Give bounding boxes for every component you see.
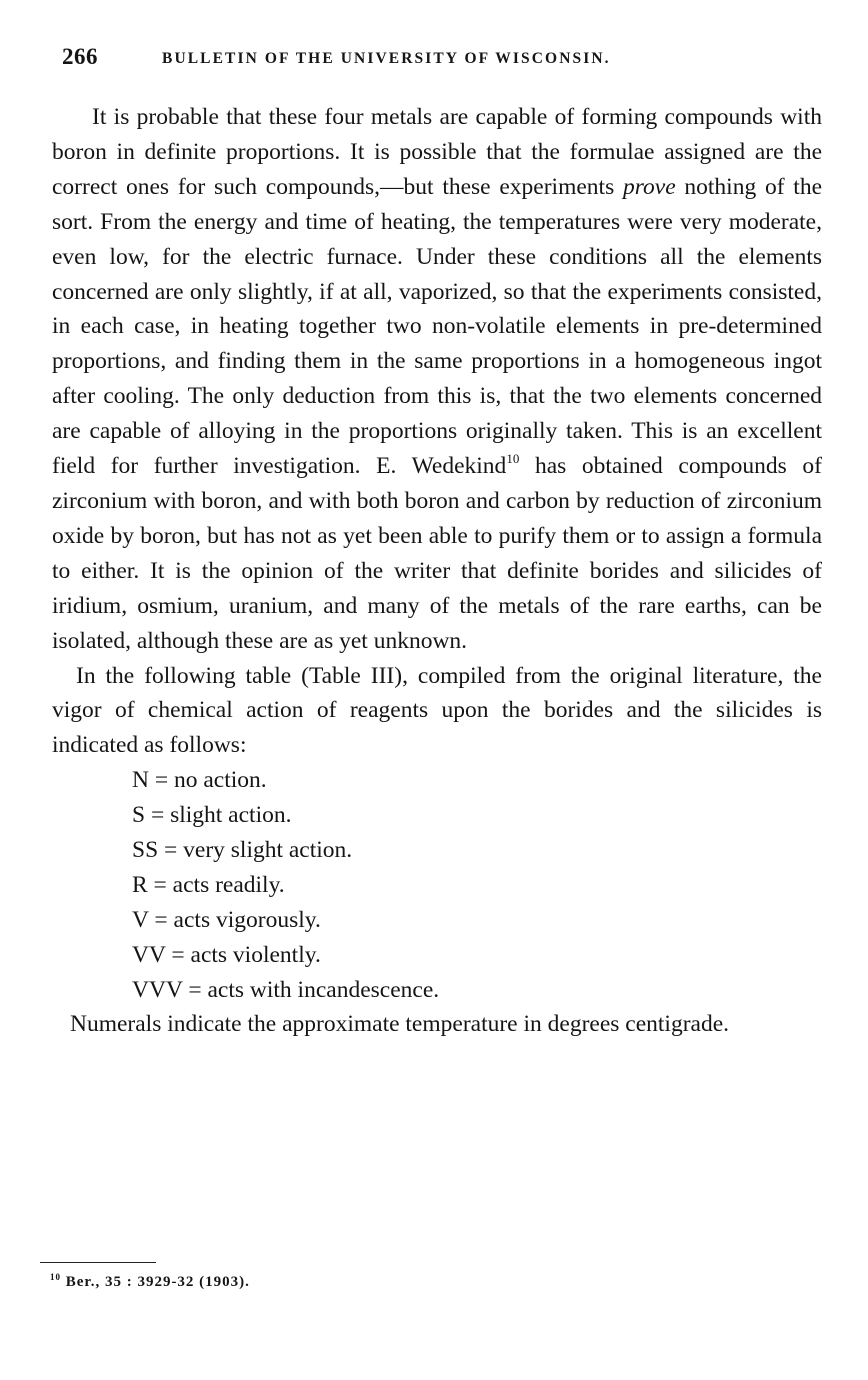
legend-item: SS = very slight action.	[132, 837, 353, 863]
footnote-text: Ber., 35 : 3929-32 (1903).	[61, 1274, 250, 1290]
legend-item: V = acts vigorously.	[132, 906, 321, 933]
paragraph-borides	[52, 100, 822, 659]
legend-item: S = slight action.	[132, 802, 292, 829]
page-number: 266	[62, 44, 98, 69]
emphasis-prove: prove	[622, 173, 676, 200]
legend-item: VVV = acts with incandescence.	[132, 976, 440, 1003]
body-text	[52, 100, 822, 1042]
legend-item: R = acts readily.	[132, 871, 285, 898]
paragraph-text: nothing of the sort. From the energy and time of heating, the temperatures were very moderate, even low, for the electric furnace. Under these conditions all the elements concerned are only slightly, if at all, vaporized, so that the experiments consisted, in each case, in heating together two non-volatile elements in pre-determined proportions, and finding them in the same proportions in a homogeneous ingot after cooling. The only deduction from this is, that the two elements concerned are capable of alloying in the proportions originally taken. This is an excellent field for further investigation. E. Wedekind	[52, 173, 822, 480]
paragraph-table-intro: In the following table (Table III), compiled from the original literature, the vigor of chemical action of reagents upon the borides and the silicides is indicated as follows:	[52, 662, 822, 759]
paragraph-text: It is probable that these four metals are capable of forming compounds with boron in definite proportions. It is possible that the formulae assigned are the correct ones for such compounds,—but these experiments	[52, 104, 822, 200]
footnote-marker: 10	[50, 1272, 61, 1282]
action-legend	[52, 763, 822, 1007]
paragraph-numerals: Numerals indicate the approximate temperature in degrees centigrade.	[70, 1011, 730, 1038]
page-header	[62, 44, 822, 74]
footnote-reference: 10	[506, 451, 520, 467]
footnote-divider	[40, 1262, 156, 1263]
running-head: BULLETIN OF THE UNIVERSITY OF WISCONSIN.	[162, 50, 611, 67]
footnote	[50, 1274, 250, 1291]
legend-item: N = no action.	[132, 767, 267, 794]
paragraph-text: has obtained compounds of zirconium with boron, and with both boron and carbon by reduction of zirconium oxide by boron, but has not as yet been able to purify them or to assign a formula to either. It is the opinion of the writer that definite borides and silicides of iridium, osmium, uranium, and many of the metals of the rare earths, can be isolated, although these are as yet unknown.	[52, 453, 822, 654]
legend-item: VV = acts violently.	[132, 941, 321, 968]
